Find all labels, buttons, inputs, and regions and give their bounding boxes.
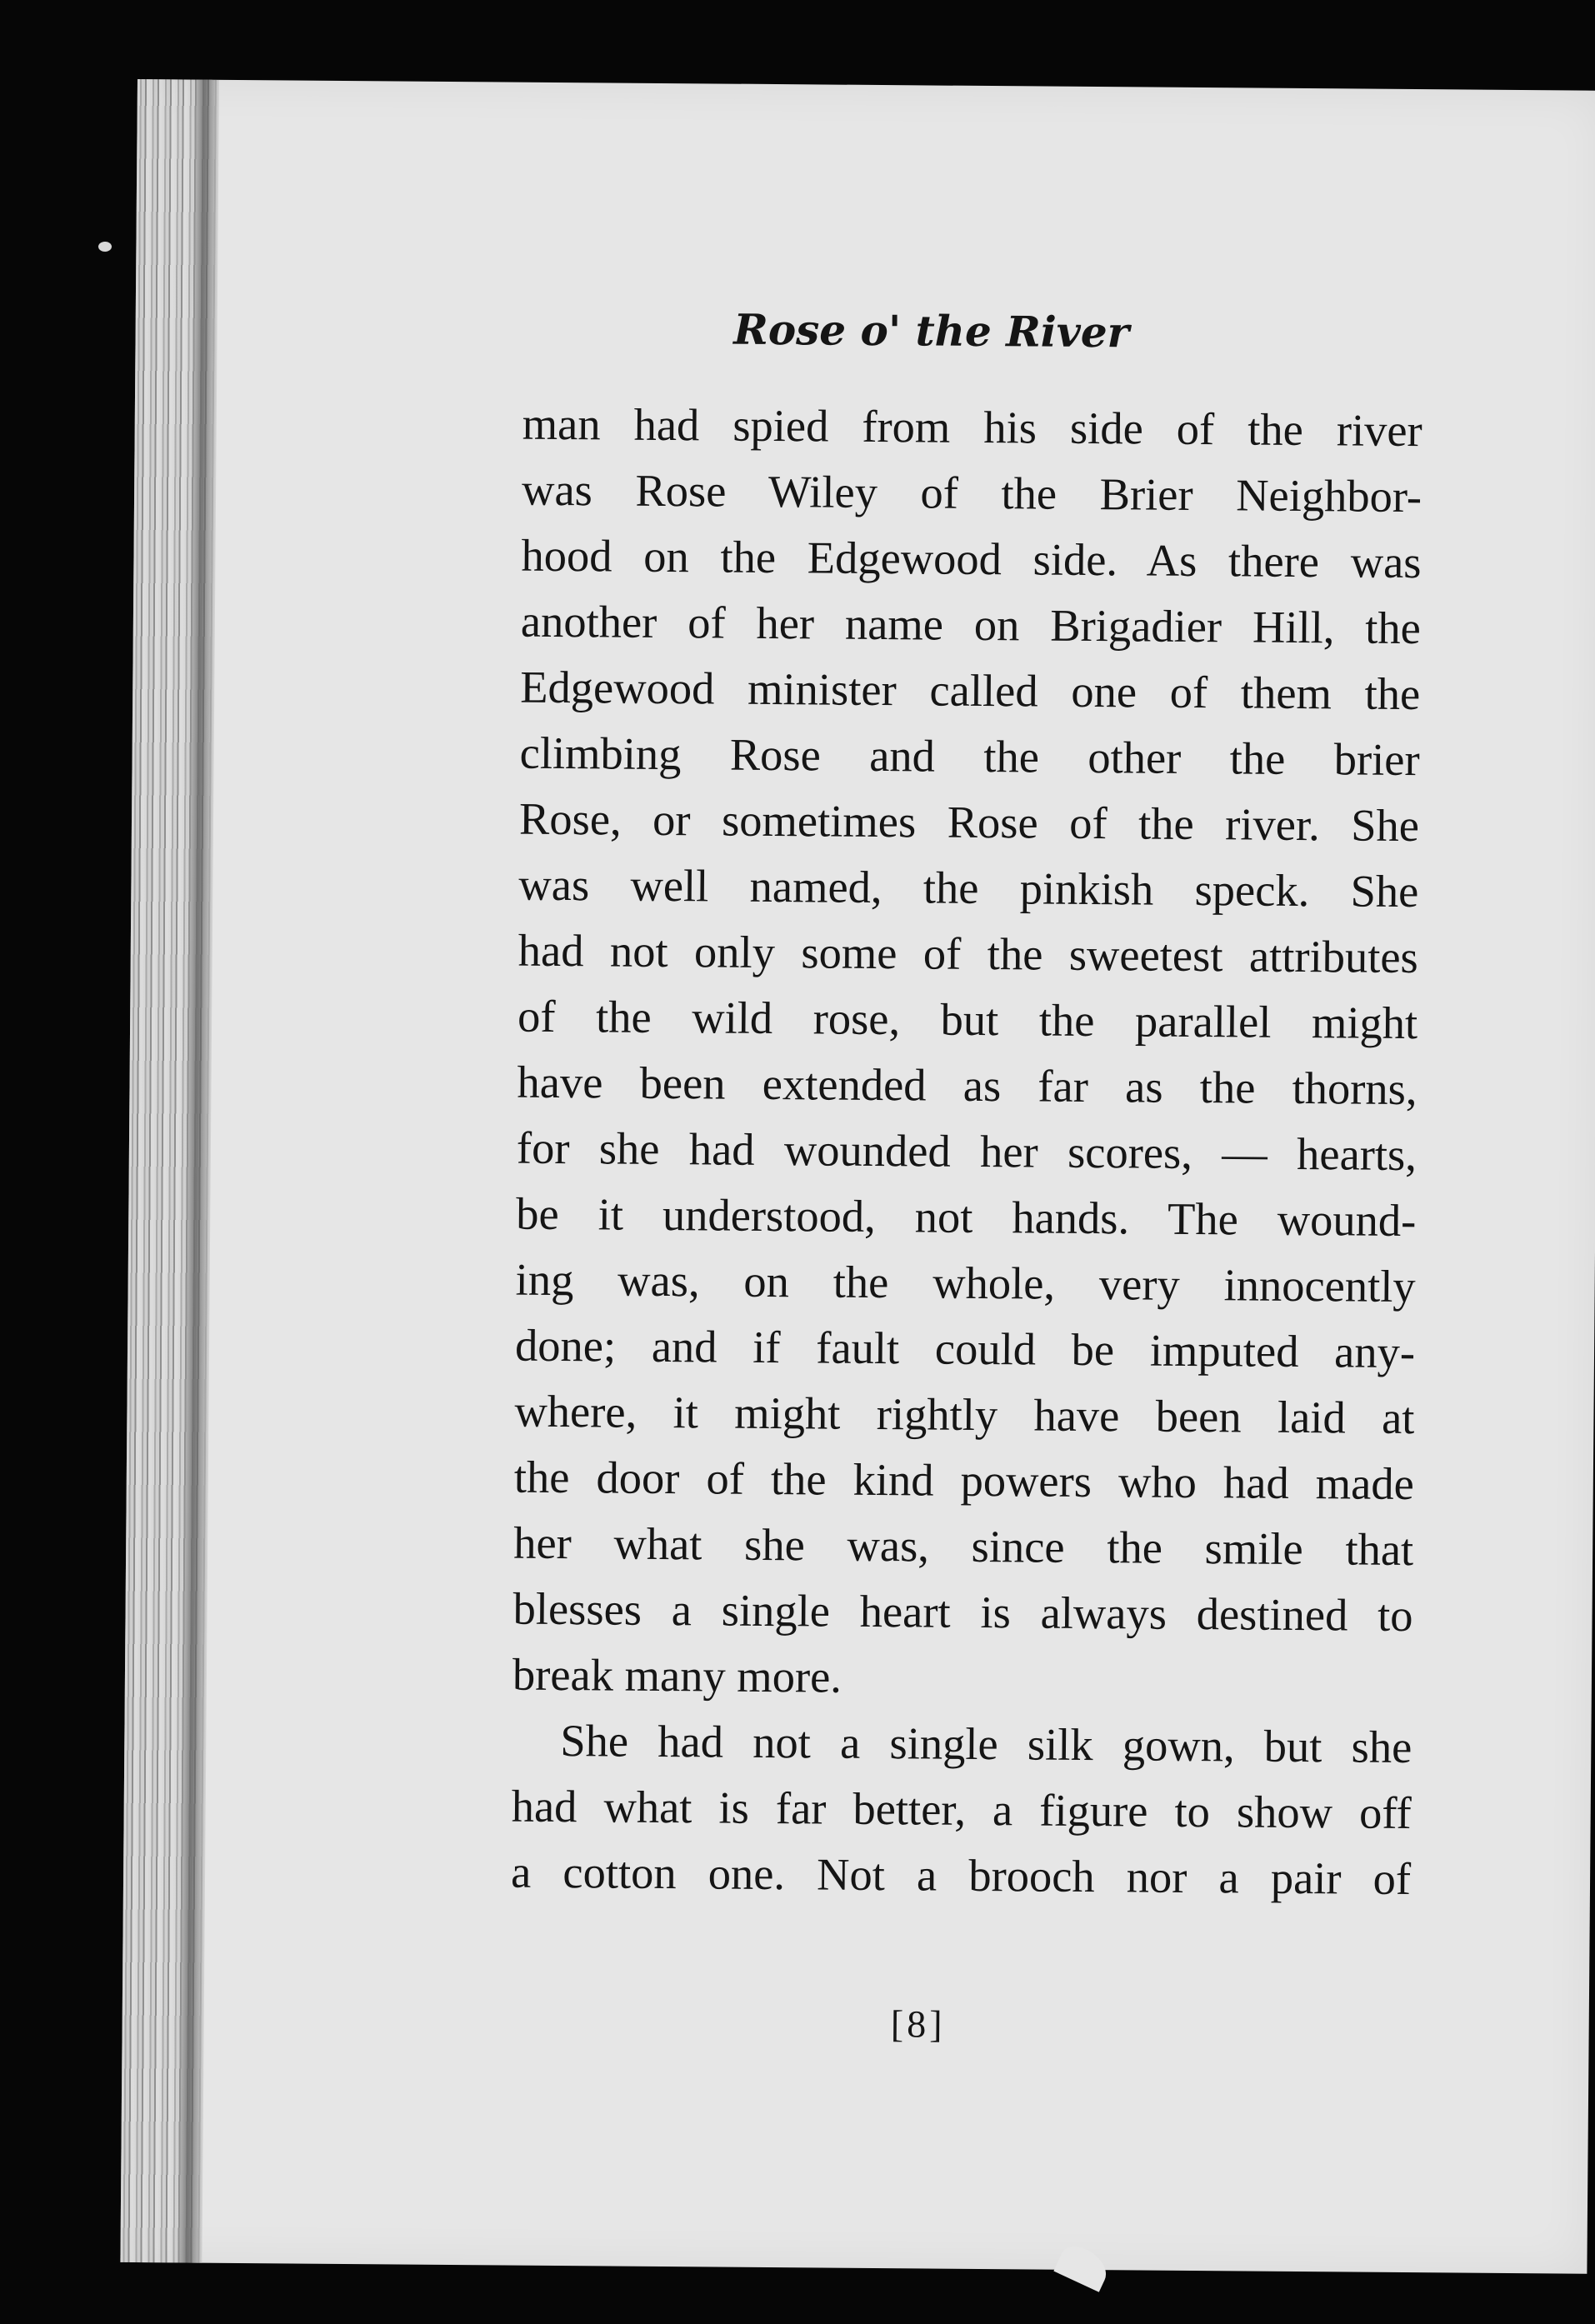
- paragraph-2: [511, 1707, 1412, 1912]
- text-line: another of her name on Brigadier Hill, the: [520, 595, 1422, 654]
- paragraph-1: [512, 391, 1422, 1714]
- text-line: where, it might rightly have been laid at: [514, 1385, 1415, 1444]
- text-line: break many more.: [512, 1648, 842, 1702]
- text-line: ing was, on the whole, very innocently: [515, 1253, 1416, 1312]
- running-head: Rose o' the River: [733, 304, 1130, 357]
- page-number: [8]: [890, 2002, 946, 2046]
- text-line: was Rose Wiley of the Brier Neighbor-: [521, 463, 1422, 522]
- text-line: was well named, the pinkish speck. She: [518, 858, 1419, 917]
- body-text: [511, 391, 1422, 1912]
- text-line: the door of the kind powers who had made: [513, 1451, 1415, 1510]
- scan-speck: [98, 242, 112, 252]
- text-line: had not only some of the sweetest attributes: [518, 924, 1419, 983]
- text-line: a cotton one. Not a brooch nor a pair of: [510, 1846, 1412, 1905]
- text-line: had what is far better, a figure to show off: [511, 1780, 1412, 1839]
- text-line: climbing Rose and the other the brier: [519, 727, 1420, 786]
- text-line: hood on the Edgewood side. As there was: [521, 529, 1422, 588]
- text-line: Edgewood minister called one of them the: [520, 661, 1421, 720]
- text-line: for she had wounded her scores, — hearts,: [516, 1122, 1418, 1181]
- text-line: done; and if fault could be imputed any-: [514, 1319, 1416, 1378]
- text-line: have been extended as far as the thorns,: [517, 1056, 1418, 1115]
- text-line: blesses a single heart is always destined to: [512, 1582, 1413, 1642]
- text-line: She had not a single silk gown, but she: [560, 1715, 1412, 1773]
- book-page: [120, 79, 1595, 2274]
- text-line: her what she was, since the smile that: [512, 1517, 1414, 1576]
- text-line: be it understood, not hands. The wound-: [516, 1187, 1417, 1247]
- text-line: Rose, or sometimes Rose of the river. She: [518, 792, 1420, 852]
- text-line: of the wild rose, but the parallel might: [517, 990, 1418, 1049]
- text-line: man had spied from his side of the river: [522, 397, 1422, 457]
